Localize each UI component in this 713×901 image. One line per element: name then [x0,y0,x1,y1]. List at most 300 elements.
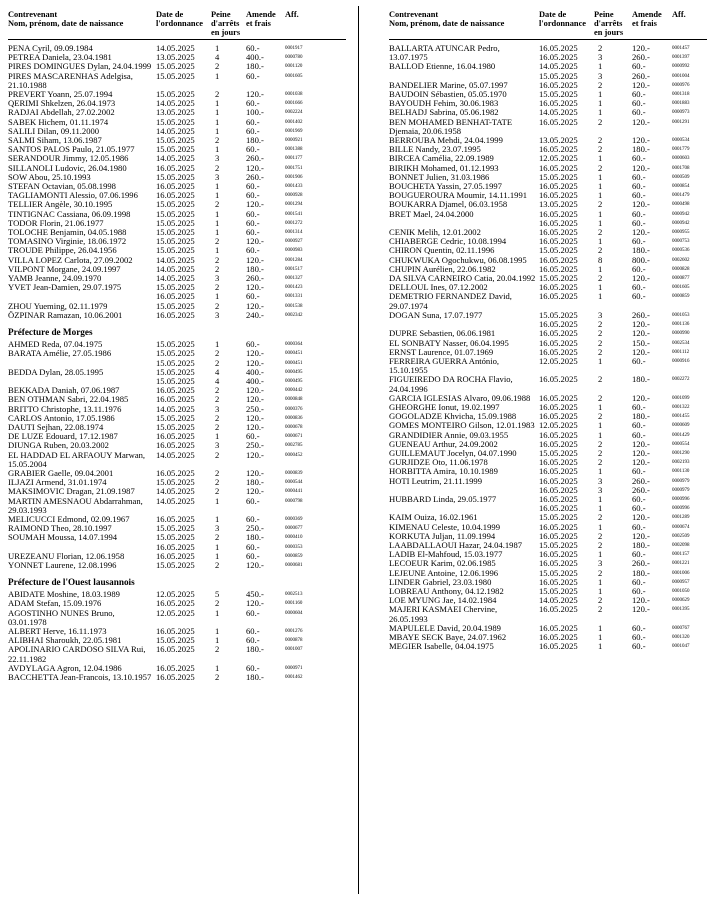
order-lines [156,533,346,551]
fine-amount: 60.- [632,236,646,247]
fine-amount: 60.- [246,339,260,350]
table-row [389,62,707,80]
case-number: 0000678 [285,424,303,430]
fine-amount: 60.- [632,641,646,652]
days-arrest: 4 [215,52,220,63]
order-lines [539,118,707,136]
days-arrest: 1 [598,576,603,587]
offender-name: AGOSTINHO NUNES Bruno, 03.01.1978 [8,607,115,627]
case-number: 0000955 [672,230,690,236]
header-name: Contrevenant Nom, prénom, date de naissance [8,10,124,28]
case-number: 0001050 [672,588,690,594]
case-number: 0001318 [672,92,690,98]
offender-name: FERREIRA GUERRA António, 15.10.1955 [389,355,500,376]
order-line [539,642,707,651]
offender-name: GARCIA IGLESIAS Alvaro, 09.06.1988 [389,392,531,403]
order-lines [156,609,346,627]
table-row [389,357,707,375]
order-date: 15.05.2025 [539,447,578,458]
order-lines [156,368,346,386]
offender-name: VILLA LOPEZ Carlota, 27.09.2002 [8,254,133,265]
entries-list [8,44,346,320]
offender-name: DA SILVA CARNEIRO Catia, 20.04.1992 [389,273,536,284]
order-date: 15.05.2025 [156,236,195,247]
order-lines [156,673,346,682]
order-date: 16.05.2025 [539,254,578,265]
order-date: 15.05.2025 [156,523,195,534]
fine-amount: 120.- [632,530,650,541]
case-number: 0002193 [672,460,690,466]
order-date: 13.05.2025 [539,199,578,210]
order-date: 16.05.2025 [156,190,195,201]
days-arrest: 1 [598,282,603,293]
case-number: 0002785 [285,443,303,449]
days-arrest: 1 [215,291,220,302]
fine-amount: 60.- [632,576,646,587]
case-number: 0000536 [672,248,690,254]
order-lines [156,451,346,469]
days-arrest: 1 [215,431,220,442]
offender-name: TELLIER Angèle, 30.10.1995 [8,199,113,210]
order-date: 16.05.2025 [539,493,578,504]
fine-amount: 450.- [246,589,264,600]
fine-amount: 60.- [632,466,646,477]
days-arrest: 1 [598,208,603,219]
case-number: 0000942 [672,220,690,226]
fine-amount: 60.- [632,190,646,201]
days-arrest: 1 [215,541,220,552]
case-number: 0001136 [672,322,690,328]
case-number: 0001708 [672,165,690,171]
fine-amount: 120.- [632,346,650,357]
case-number: 0001221 [672,561,690,567]
order-date: 16.05.2025 [539,558,578,569]
case-number: 0000451 [285,360,303,366]
case-number: 0001157 [672,552,690,558]
days-arrest: 1 [215,513,220,524]
offender-name: BEN OTHMAN Sabri, 22.04.1985 [8,394,129,405]
offender-name: PENA Cyril, 09.09.1984 [8,43,93,53]
fine-amount: 120.- [632,595,650,606]
column-divider [358,6,359,894]
order-date: 15.05.2025 [539,539,578,550]
order-date: 15.05.2025 [156,70,195,81]
fine-amount: 260.- [632,558,650,569]
days-arrest: 1 [598,585,603,596]
order-line [539,375,707,384]
offender-name: MELICUCCI Edmond, 02.09.1967 [8,513,130,524]
days-arrest: 1 [598,622,603,633]
days-arrest: 1 [598,503,603,514]
offender-name: ÖZPINAR Ramazan, 10.06.2001 [8,309,123,320]
days-arrest: 1 [215,635,220,646]
fine-amount: 60.- [246,190,260,201]
case-number: 0000921 [285,138,303,144]
fine-amount: 180.- [632,245,650,256]
fine-amount: 60.- [632,503,646,514]
fine-amount: 60.- [632,549,646,560]
days-arrest: 2 [215,89,220,100]
days-arrest: 1 [598,89,603,100]
order-date: 16.05.2025 [539,484,578,495]
offender-name: GOMES MONTEIRO Gilson, 12.01.1983 [389,420,535,431]
table-row [389,642,707,651]
fine-amount: 60.- [246,181,260,192]
order-date: 15.05.2025 [156,477,195,488]
case-number: 0000495 [285,378,303,384]
header-peine: Peine d'arrêts en jours [211,10,241,37]
offender-name: DAUTI Sejhan, 22.08.1974 [8,421,104,432]
days-arrest: 3 [215,273,220,284]
case-number: 0000798 [285,498,303,504]
case-number: 0000848 [285,397,303,403]
offender-name: BOUCHETA Yassin, 27.05.1997 [389,181,502,192]
order-date: 15.05.2025 [156,357,195,368]
fine-amount: 60.- [246,550,260,561]
case-number: 0001322 [672,404,690,410]
section-title-morges: Préfecture de Morges [8,327,93,338]
order-line [156,645,346,654]
case-number: 0000957 [672,579,690,585]
order-date: 16.05.2025 [539,429,578,440]
header-date: Date de l'ordonnance [156,10,203,28]
table-row [389,605,707,623]
fine-amount: 60.- [246,227,260,238]
offender-name: PIRES MASCARENHAS Adelgisa, 21.10.1988 [8,70,133,90]
header-date: Date de l'ordonnance [539,10,586,28]
order-lines [539,44,707,62]
days-arrest: 4 [215,366,220,377]
fine-amount: 60.- [632,521,646,532]
order-date: 16.05.2025 [156,162,195,173]
fine-amount: 120.- [632,457,650,468]
fine-amount: 120.- [246,412,264,423]
fine-amount: 400.- [246,375,264,386]
days-arrest: 1 [215,495,220,506]
case-number: 0000854 [672,184,690,190]
order-date: 16.05.2025 [539,475,578,486]
days-arrest: 2 [215,532,220,543]
days-arrest: 2 [598,337,603,348]
order-date: 16.05.2025 [539,549,578,560]
fine-amount: 120.- [246,300,264,311]
fine-amount: 60.- [246,662,260,673]
offender-name: LADIB El-Mahfoud, 15.03.1977 [389,549,503,560]
offender-name: YONNET Laurene, 12.08.1996 [8,559,117,570]
fine-amount: 60.- [246,635,260,646]
order-line [156,673,346,682]
order-date: 16.05.2025 [539,530,578,541]
table-row [389,210,707,228]
days-arrest: 1 [215,116,220,127]
offender-name: TINTIGNAC Cassiana, 06.09.1998 [8,208,131,219]
days-arrest: 2 [598,227,603,238]
days-arrest: 1 [215,245,220,256]
order-date: 14.05.2025 [156,153,195,164]
case-number: 0001294 [285,202,303,208]
fine-amount: 120.- [632,135,650,146]
days-arrest: 1 [215,625,220,636]
days-arrest: 1 [215,217,220,228]
case-number: 0000877 [672,276,690,282]
offender-name: BONNET Julien, 31.03.1986 [389,171,490,182]
days-arrest: 3 [215,171,220,182]
order-date: 16.05.2025 [539,346,578,357]
fine-amount: 120.- [246,559,264,570]
case-number: 0000983 [285,248,303,254]
case-number: 0000780 [285,55,303,61]
case-number: 0000839 [285,470,303,476]
case-number: 0001541 [285,211,303,217]
case-number: 0000753 [672,239,690,245]
days-arrest: 1 [215,662,220,673]
days-arrest: 1 [598,263,603,274]
offender-name: SALMI Siham, 13.06.1987 [8,135,102,146]
right-column [389,10,707,651]
section-title-ouest: Préfecture de l'Ouest lausannois [8,577,135,588]
offender-name: BAYOUDH Fehim, 30.06.1983 [389,98,499,109]
days-arrest: 1 [598,493,603,504]
table-header [389,10,707,40]
days-arrest: 2 [598,135,603,146]
days-arrest: 2 [215,477,220,488]
offender-name: DE LUZE Edouard, 17.12.1987 [8,431,118,442]
order-line [156,561,346,570]
days-arrest: 3 [598,475,603,486]
fine-amount: 60.- [632,493,646,504]
fine-amount: 260.- [632,70,650,81]
fine-amount: 60.- [246,125,260,136]
case-number: 0000364 [285,342,303,348]
offender-name: DUPRE Sebastien, 06.06.1981 [389,328,496,339]
fine-amount: 60.- [632,217,646,228]
fine-amount: 250.- [246,440,264,451]
order-date: 15.05.2025 [539,567,578,578]
days-arrest: 1 [598,291,603,302]
fine-amount: 180.- [246,532,264,543]
order-date: 12.05.2025 [156,589,195,600]
offender-name: ERNST Laurence, 01.07.1969 [389,346,494,357]
offender-name: DEMETRIO FERNANDEZ David, 29.07.1974 [389,291,512,311]
days-arrest: 1 [598,217,603,228]
order-date: 15.05.2025 [156,421,195,432]
order-lines [539,605,707,623]
offender-name: KIMENAU Celeste, 10.04.1999 [389,521,500,532]
offender-name: MARTIN AMESNAOU Abdarrahman, 29.03.1993 [8,495,143,515]
offender-name: EL HADDAD EL ARFAOUY Marwan, 15.05.2004 [8,449,146,469]
days-arrest: 2 [598,457,603,468]
case-number: 0001004 [672,73,690,79]
offender-name: PETREA Daniela, 23.04.1981 [8,52,112,63]
fine-amount: 180.- [246,263,264,274]
table-row [8,349,346,367]
offender-name: CARLOS Antonio, 17.05.1986 [8,412,115,423]
fine-amount: 120.- [632,328,650,339]
case-number: 0000629 [672,598,690,604]
days-arrest: 2 [598,447,603,458]
fine-amount: 120.- [246,236,264,247]
days-arrest: 2 [598,438,603,449]
fine-amount: 120.- [632,43,650,53]
offender-name: CHIABERGE Cedric, 10.08.1994 [389,236,507,247]
offender-name: KAIM Ouiza, 16.02.1961 [389,512,478,523]
fine-amount: 260.- [632,52,650,63]
case-number: 0000495 [285,369,303,375]
fine-amount: 60.- [632,171,646,182]
order-date: 15.05.2025 [156,635,195,646]
table-row [389,495,707,513]
order-line [539,357,707,366]
fine-amount: 120.- [246,348,264,359]
case-number: 0000992 [672,64,690,70]
fine-amount: 120.- [632,438,650,449]
fine-amount: 180.- [246,672,264,682]
case-number: 0001047 [672,644,690,650]
fine-amount: 240.- [246,309,264,320]
order-date: 15.05.2025 [156,375,195,386]
order-date: 15.05.2025 [156,412,195,423]
left-column [8,10,346,682]
case-number: 0000376 [285,406,303,412]
case-number: 0001112 [672,349,690,355]
fine-amount: 120.- [632,392,650,403]
order-date: 14.05.2025 [156,273,195,284]
offender-name: ALIBHAI Sharoukh, 22.05.1981 [8,635,122,646]
case-number: 0002098 [672,542,690,548]
order-date: 14.05.2025 [539,61,578,72]
offender-name: HOTI Leutrim, 21.11.1999 [389,475,483,486]
offender-name: BEN MOHAMED BENHAT-TATE Djemaia, 20.06.1958 [389,116,513,136]
fine-amount: 120.- [246,385,264,396]
days-arrest: 2 [598,116,603,127]
days-arrest: 1 [598,420,603,431]
offender-name: BALLARTA ATUNCAR Pedro, 13.07.1975 [389,43,500,63]
offender-name: SABEK Hichem, 01.11.1974 [8,116,109,127]
order-date: 15.05.2025 [156,559,195,570]
fine-amount: 800.- [632,254,650,265]
offender-name: YVET Jean-Damien, 29.07.1975 [8,282,122,293]
order-date: 16.05.2025 [156,467,195,478]
table-row [389,44,707,62]
fine-amount: 60.- [632,401,646,412]
case-number: 0001327 [285,276,303,282]
days-arrest: 1 [598,181,603,192]
case-number: 0000971 [285,665,303,671]
order-date: 15.05.2025 [539,70,578,81]
fine-amount: 120.- [632,512,650,523]
fine-amount: 180.- [246,135,264,146]
case-number: 0001290 [672,450,690,456]
case-number: 0001969 [285,128,303,134]
order-date: 15.05.2025 [539,309,578,320]
order-date: 15.05.2025 [156,245,195,256]
order-date: 16.05.2025 [539,438,578,449]
entries-list [8,340,346,570]
offender-name: MAJERI KASMAEI Chervine, 26.05.1993 [389,604,498,624]
table-row [389,118,707,136]
order-date: 15.05.2025 [156,199,195,210]
order-date: 14.05.2025 [156,495,195,506]
header-name: Contrevenant Nom, prénom, date de naissance [389,10,505,28]
fine-amount: 60.- [632,98,646,109]
case-number: 0001538 [285,303,303,309]
days-arrest: 2 [598,79,603,90]
case-number: 0000979 [672,487,690,493]
fine-amount: 120.- [246,598,264,609]
order-date: 16.05.2025 [156,440,195,451]
fine-amount: 100.- [246,107,264,118]
fine-amount: 60.- [632,107,646,118]
fine-amount: 120.- [246,486,264,497]
fine-amount: 120.- [632,227,650,238]
case-number: 0001314 [285,230,303,236]
case-number: 0002509 [672,533,690,539]
fine-amount: 120.- [632,79,650,90]
case-number: 0001666 [285,101,303,107]
case-number: 0002602 [672,257,690,263]
case-number: 0001455 [672,414,690,420]
order-lines [539,495,707,513]
header-aff: Aff. [672,10,686,19]
days-arrest: 2 [215,135,220,146]
days-arrest: 2 [215,421,220,432]
offender-name: SILLANOLI Ludovic, 26.04.1980 [8,162,127,173]
case-number: 0002513 [285,592,303,598]
case-number: 0000609 [672,423,690,429]
order-date: 15.05.2025 [156,282,195,293]
order-date: 16.05.2025 [539,466,578,477]
order-date: 16.05.2025 [539,411,578,422]
order-lines [539,642,707,651]
order-date: 16.05.2025 [156,431,195,442]
case-number: 0000859 [285,553,303,559]
offender-name: BERROUBA Mehdi, 24.04.1999 [389,135,503,146]
order-date: 12.05.2025 [539,355,578,366]
case-number: 0001331 [285,294,303,300]
order-date: 16.05.2025 [539,227,578,238]
fine-amount: 260.- [246,273,264,284]
offender-name: GRANDIDIER Annie, 09.03.1955 [389,429,509,440]
order-date: 15.05.2025 [156,366,195,377]
order-lines [539,477,707,495]
offender-name: BRITTO Christophe, 13.11.1976 [8,403,122,414]
days-arrest: 3 [598,70,603,81]
order-lines [156,561,346,570]
days-arrest: 2 [215,559,220,570]
fine-amount: 60.- [632,153,646,164]
case-number: 0001751 [285,165,303,171]
days-arrest: 2 [598,144,603,155]
header-amende: Amende et frais [246,10,276,28]
offender-name: CHUPIN Aurélien, 22.06.1982 [389,263,496,274]
order-date: 15.05.2025 [156,135,195,146]
order-date: 13.05.2025 [156,107,195,118]
order-date: 16.05.2025 [539,98,578,109]
offender-name: GOGOLADZE Khvicha, 15.09.1988 [389,411,517,422]
offender-name: TAGLIAMONTI Alessio, 07.06.1996 [8,190,138,201]
fine-amount: 60.- [246,245,260,256]
order-line [156,311,346,320]
case-number: 0000441 [285,489,303,495]
offender-name: BALLOD Etienne, 16.04.1980 [389,61,496,72]
table-row [8,368,346,386]
fine-amount: 60.- [246,144,260,155]
fine-amount: 120.- [246,162,264,173]
case-number: 0001779 [672,147,690,153]
case-number: 0001906 [285,174,303,180]
days-arrest: 2 [215,162,220,173]
days-arrest: 1 [215,607,220,618]
